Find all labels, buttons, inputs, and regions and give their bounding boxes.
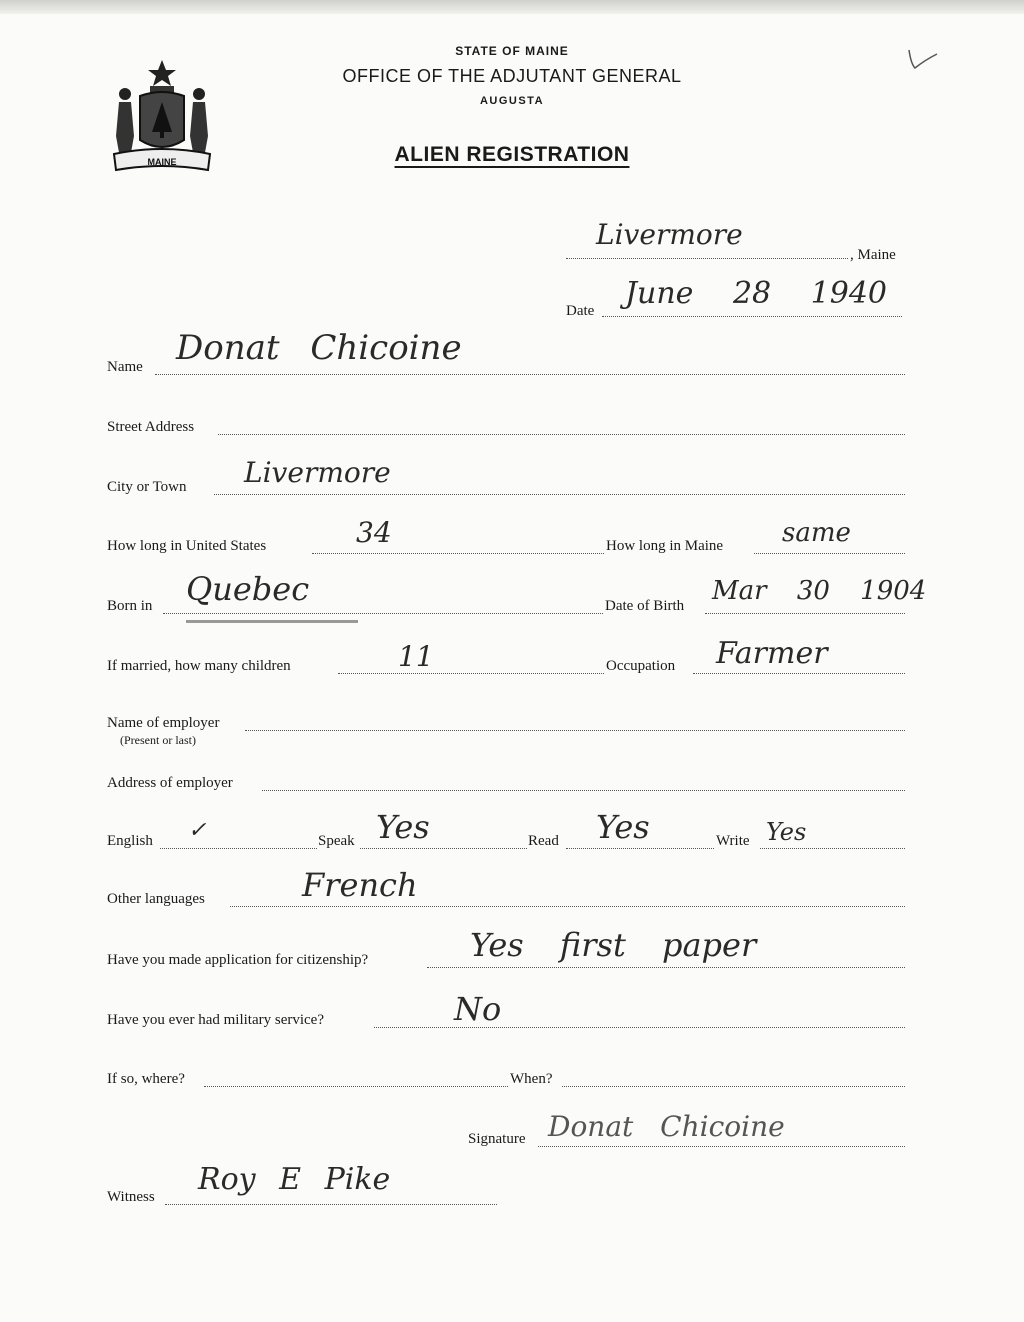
occupation-label: Occupation: [606, 658, 676, 674]
how-long-us-label: How long in United States: [107, 538, 267, 554]
city-town-value: Livermore: [244, 456, 391, 489]
how-long-us-line: [312, 553, 604, 554]
citizenship-value: Yes first paper: [470, 926, 757, 964]
occupation-line: [693, 673, 905, 674]
city-town-line: [214, 494, 905, 495]
page-title: ALIEN REGISTRATION: [394, 143, 630, 166]
military-label: Have you ever had military service?: [107, 1012, 324, 1028]
english-value: ✓: [188, 818, 207, 843]
city-town-label: City or Town: [107, 479, 187, 495]
location-line: [566, 258, 848, 259]
write-value: Yes: [766, 818, 807, 846]
read-value: Yes: [596, 808, 650, 846]
scan-edge: [0, 0, 1024, 14]
how-long-us-value: 34: [356, 516, 392, 549]
english-label: English: [107, 833, 153, 849]
citizenship-label: Have you made application for citizenship?: [107, 952, 369, 968]
date-of-birth-label: Date of Birth: [605, 598, 685, 614]
signature-value: Donat Chicoine: [548, 1110, 785, 1143]
speak-line: [360, 848, 527, 849]
date-label: Date: [566, 303, 595, 319]
date-value: June 28 1940: [625, 276, 888, 311]
employer-name-line: [245, 730, 905, 731]
if-so-where-line: [204, 1086, 508, 1087]
other-languages-line: [230, 906, 905, 907]
employer-name-label: Name of employer: [107, 715, 220, 731]
date-of-birth-line: [705, 613, 905, 614]
read-line: [566, 848, 714, 849]
when-line: [562, 1086, 905, 1087]
employer-address-label: Address of employer: [107, 775, 233, 791]
children-value: 11: [398, 640, 434, 673]
speak-value: Yes: [376, 808, 430, 846]
military-value: No: [454, 990, 502, 1028]
other-languages-label: Other languages: [107, 891, 205, 907]
write-line: [760, 848, 905, 849]
employer-address-line: [262, 790, 905, 791]
born-in-value: Quebec: [186, 570, 310, 608]
speak-label: Speak: [318, 833, 355, 849]
name-line: [155, 374, 905, 375]
employer-name-sublabel: (Present or last): [120, 733, 196, 747]
born-in-line: [163, 613, 603, 614]
street-address-label: Street Address: [107, 419, 195, 435]
header-state: STATE OF MAINE: [455, 44, 569, 58]
how-long-maine-value: same: [782, 518, 851, 548]
location-suffix: , Maine: [850, 247, 896, 263]
when-label: When?: [510, 1071, 553, 1087]
how-long-maine-label: How long in Maine: [606, 538, 724, 554]
header-city: AUGUSTA: [479, 95, 545, 107]
occupation-value: Farmer: [716, 636, 828, 671]
header-office: OFFICE OF THE ADJUTANT GENERAL: [342, 66, 682, 86]
born-in-label: Born in: [107, 598, 153, 614]
english-line: [160, 848, 317, 849]
born-in-underline: [186, 620, 358, 623]
children-line: [338, 673, 604, 674]
read-label: Read: [528, 833, 559, 849]
witness-label: Witness: [107, 1189, 155, 1205]
if-so-where-label: If so, where?: [107, 1071, 185, 1087]
name-value: Donat Chicoine: [176, 328, 462, 368]
street-address-line: [218, 434, 905, 435]
how-long-maine-line: [754, 553, 905, 554]
children-label: If married, how many children: [107, 658, 291, 674]
witness-value: Roy E Pike: [198, 1162, 391, 1197]
signature-line: [538, 1146, 905, 1147]
date-line: [602, 316, 902, 317]
other-languages-value: French: [302, 866, 418, 904]
date-of-birth-value: Mar 30 1904: [712, 576, 927, 606]
witness-line: [165, 1204, 497, 1205]
seal-text: MAINE: [147, 157, 177, 167]
name-label: Name: [107, 359, 143, 375]
signature-label: Signature: [468, 1131, 526, 1147]
citizenship-line: [427, 967, 905, 968]
write-label: Write: [716, 833, 750, 849]
location-value: Livermore: [596, 218, 743, 251]
